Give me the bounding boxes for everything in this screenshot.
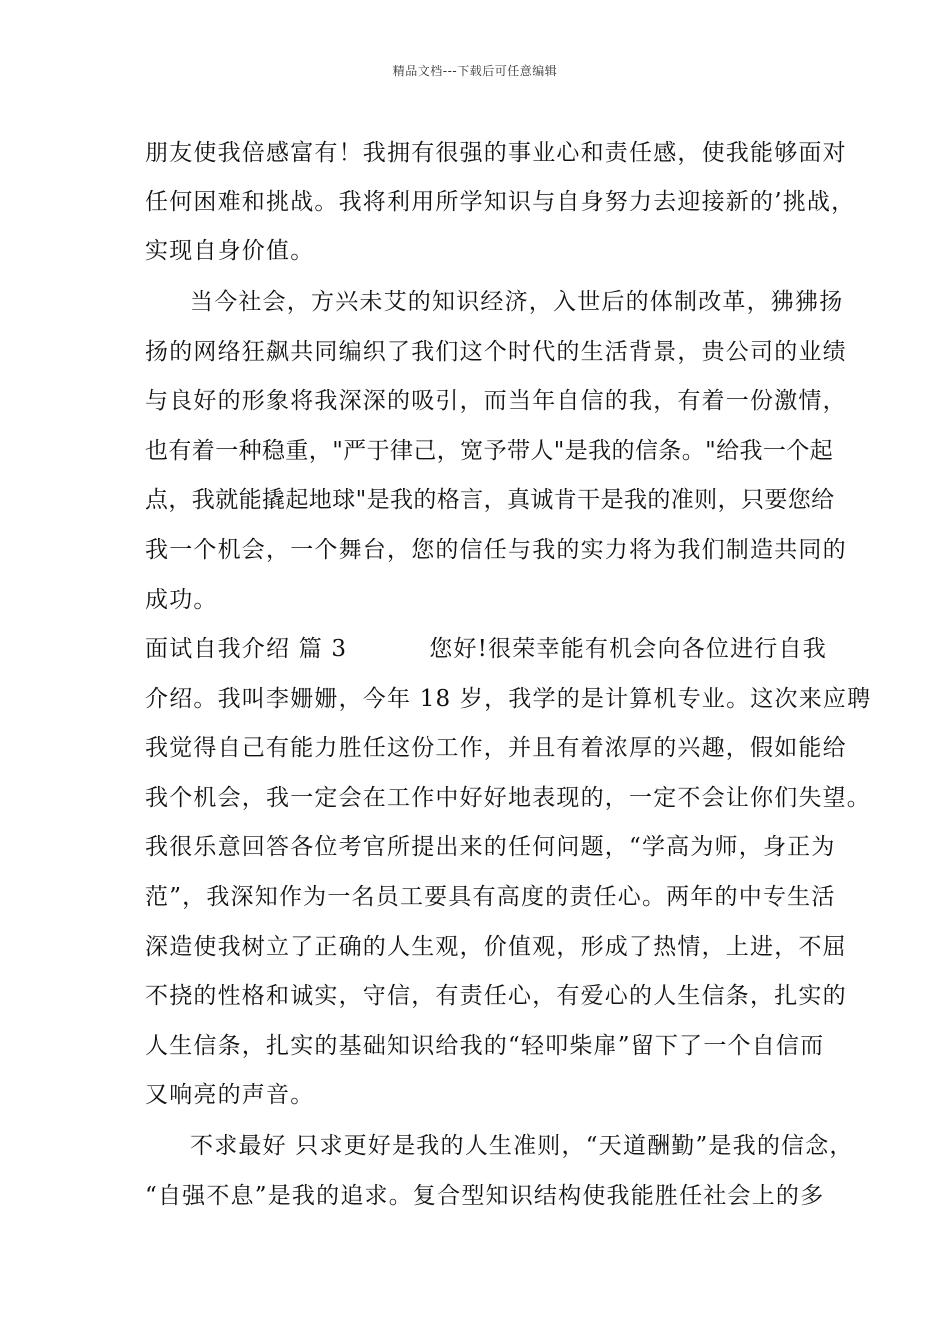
section-heading-line [145,634,827,664]
text-line: 扬的网络狂飙共同编织了我们这个时代的生活背景，贵公司的业绩 [145,339,847,365]
text-line: 又响亮的声音。 [145,1082,315,1108]
section-heading: 面试自我介绍 篇 3 [145,636,348,662]
text-line: 也有着一种稳重，"严于律己，宽予带人"是我的信条。"给我一个起 [145,438,834,464]
text-line: 任何困难和挑战。我将利用所学知识与自身努力去迎接新的’挑战， [145,189,856,215]
text-line: 我觉得自己有能力胜任这份工作，并且有着浓厚的兴趣，假如能给 [145,735,847,761]
text-line: 我很乐意回答各位考官所提出来的任何问题，“学高为师，身正为 [145,834,836,860]
text-line: 我个机会，我一定会在工作中好好地表现的，一定不会让你们失望。 [145,785,871,811]
text-line: 成功。 [145,587,218,613]
text-line: 不挠的性格和诚实，守信，有责任心，有爱心的人生信条，扎实的 [145,983,847,1009]
text-line: 不求最好 只求更好是我的人生准则，“天道酬勤”是我的信念， [190,1133,854,1159]
text-line: 深造使我树立了正确的人生观，价值观，形成了热情，上进，不屈 [145,934,847,960]
text-line: 当今社会，方兴未艾的知识经济，入世后的体制改革，狒狒扬 [190,289,844,315]
text-line: 我一个机会，一个舞台，您的信任与我的实力将为我们制造共同的 [145,537,847,563]
text-line: 介绍。我叫李姗姗，今年 18 岁，我学的是计算机专业。这次来应聘 [145,686,872,712]
text-line: 实现自身价值。 [145,238,315,264]
text-line: “自强不息”是我的追求。复合型知识结构使我能胜任社会上的多 [145,1183,825,1209]
page-header: 精品文档---下载后可任意编辑 [392,64,558,78]
text-line: 您好!很荣幸能有机会向各位进行自我 [429,636,827,662]
text-line: 朋友使我倍感富有！我拥有很强的事业心和责任感，使我能够面对 [145,140,847,166]
text-line: 点，我就能撬起地球"是我的格言，真诚肯干是我的准则，只要您给 [145,487,835,513]
text-line: 与良好的形象将我深深的吸引，而当年自信的我，有着一份激情， [145,388,847,414]
text-line: 人生信条，扎实的基础知识给我的“轻叩柴扉”留下了一个自信而 [145,1033,825,1059]
text-line: 范”，我深知作为一名员工要具有高度的责任心。两年的中专生活 [145,884,836,910]
